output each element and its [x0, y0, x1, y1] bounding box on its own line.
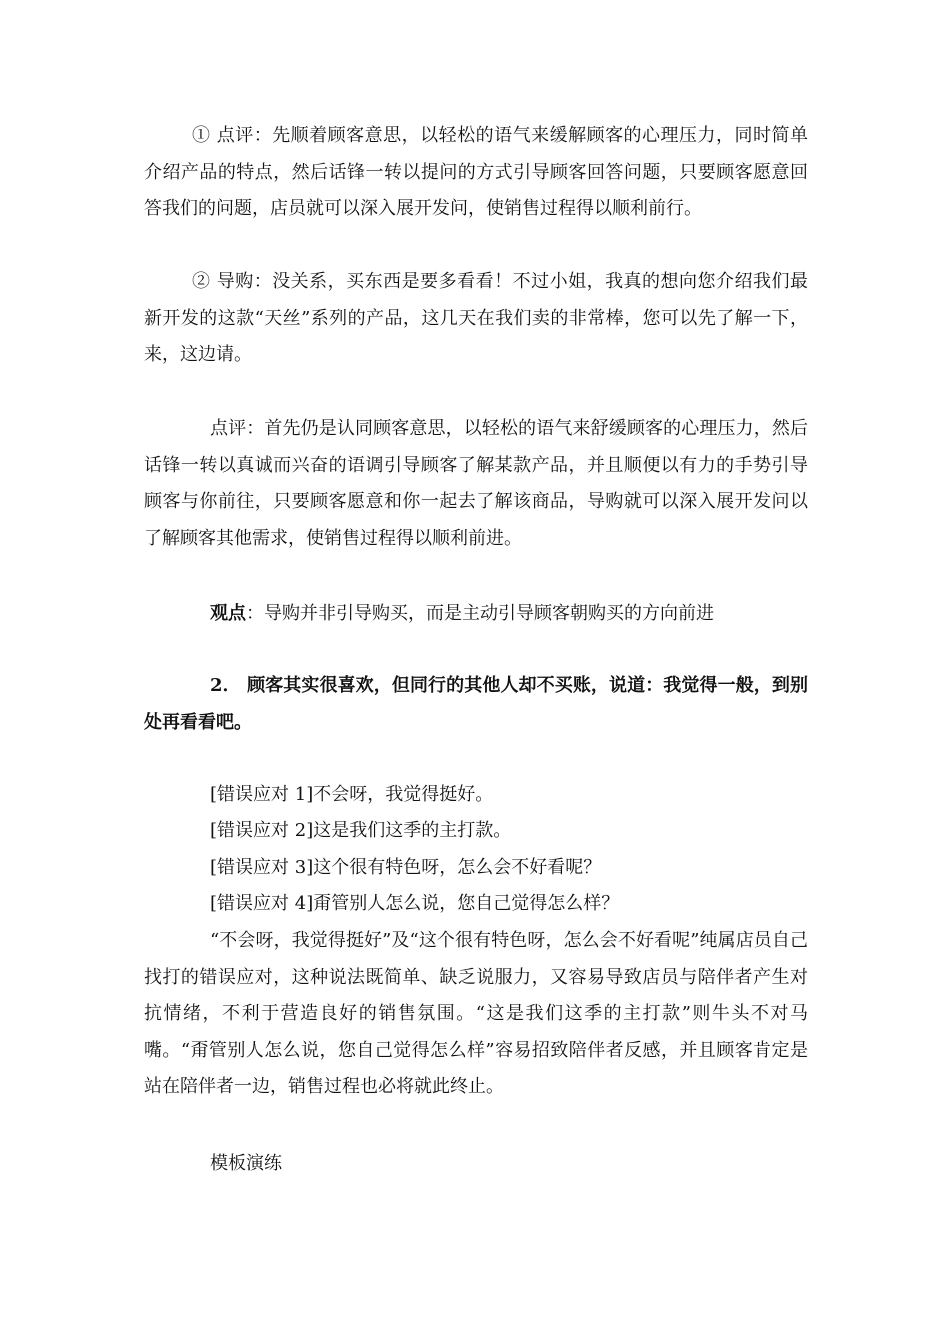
- viewpoint-line: [210, 596, 714, 633]
- template-heading: 模板演练: [210, 1153, 282, 1174]
- wrong-response-3: [错误应对 3]这个很有特色呀，怎么会不好看呢？: [210, 857, 602, 878]
- comment-paragraph-3: 点评：首先仍是认同顾客意思，以轻松的语气来舒缓顾客的心理压力，然后话锋一转以真诚而兴奋的语调引导顾客了解某款产品，并且顺便以有力的手势引导顾客与你前往，只要顾客愿意和你一起去了解该商品，导购就可以深入展开发问以了解顾客其他需求，使销售过程得以顺利前进。: [144, 418, 808, 549]
- viewpoint-label: 观点: [210, 603, 246, 624]
- wrong-response-2: [错误应对 2]这是我们这季的主打款。: [210, 820, 512, 841]
- analysis-paragraph: “不会呀，我觉得挺好”及“这个很有特色呀，怎么会不好看呢”纯属店员自己找打的错误应对，这种说法既简单、缺乏说服力，又容易导致店员与陪伴者产生对抗情绪，不利于营造良好的销售氛围。“这是我们这季的主打款”则牛头不对马嘴。“甭管别人怎么说，您自己觉得怎么样”容易招致陪伴者反感，并且顾客肯定是站在陪伴者一边，销售过程也必将就此终止。: [144, 930, 808, 1097]
- comment-paragraph-1: ① 点评：先顺着顾客意思，以轻松的语气来缓解顾客的心理压力，同时简单介绍产品的特点，然后话锋一转以提问的方式引导顾客回答问题，只要顾客愿意回答我们的问题，店员就可以深入展开发问，使销售过程得以顺利前行。: [144, 125, 808, 219]
- wrong-response-1: [错误应对 1]不会呀，我觉得挺好。: [210, 784, 494, 805]
- guide-paragraph-2: ② 导购：没关系，买东西是要多看看！不过小姐，我真的想向您介绍我们最新开发的这款“天丝”系列的产品，这几天在我们卖的非常棒，您可以先了解一下，来，这边请。: [144, 271, 808, 365]
- section-heading-2: 2． 顾客其实很喜欢，但同行的其他人却不买账，说道：我觉得一般，到别处再看看吧。: [144, 675, 808, 733]
- viewpoint-text: ：导购并非引导购买，而是主动引导顾客朝购买的方向前进: [246, 603, 714, 624]
- wrong-response-4: [错误应对 4]甭管别人怎么说，您自己觉得怎么样？: [210, 893, 620, 914]
